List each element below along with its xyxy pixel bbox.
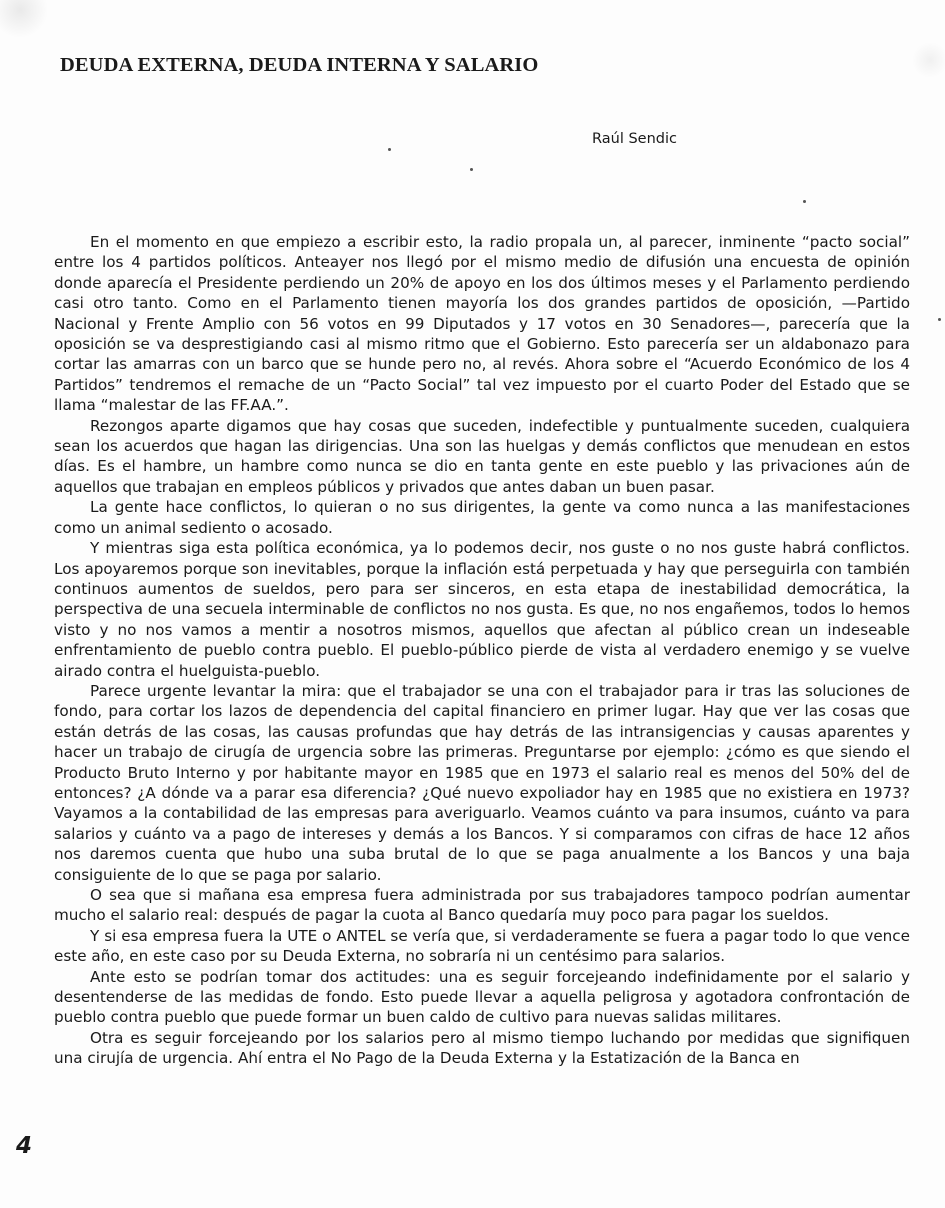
paragraph: En el momento en que empiezo a escribir esto, la radio propala un, al parecer, inminente “pacto social” entre los 4 partidos políticos. Anteayer nos llegó por el mismo medio de difusión una encuesta de opinión donde aparecía el Presidente perdiendo un 20% de apoyo en los dos últimos meses y el Parlamento perdiendo casi otro tanto. Como en el Parlamento tienen mayoría los dos grandes partidos de oposición, —Partido Nacional y Frente Amplio con 56 votos en 99 Diputados y 17 votos en 30 Senadores—, parecería que la oposición se va desprestigiando casi al mismo ritmo que el Gobierno. Esto parecería ser un aldabonazo para cortar las amarras con un barco que se hunde pero no, al revés. Ahora sobre el “Acuerdo Económico de los 4 Partidos” tendremos el remache de un “Pacto Social” tal vez impuesto por el cuarto Poder del Estado que se llama “malestar de las FF.AA.”. — [54, 233, 910, 415]
paragraph: Rezongos aparte digamos que hay cosas que suceden, indefectible y puntualmente suceden, cualquiera sean los acuerdos que hagan las dirigencias. Una son las huelgas y demás conflictos que menudean en estos días. Es el hambre, un hambre como nunca se dio en tanta gente en este pueblo y las privaciones aún de aquellos que trabajan en empleos públicos y privados que antes daban un buen pasar. — [54, 416, 910, 496]
paragraph: Parece urgente levantar la mira: que el trabajador se una con el trabajador para ir tras las soluciones de fondo, para cortar los lazos de dependencia del capital financiero en primer lugar. Hay que ver las cosas que están detrás de las cosas, las causas profundas que hay detrás de las intransigencias y causas aparentes y hacer un trabajo de cirugía de urgencia sobre las primeras. Preguntarse por ejemplo: ¿cómo es que siendo el Producto Bruto Interno y por habitante mayor en 1985 que en 1973 el salario real es menos del 50% del de entonces? ¿A dónde va a parar esa diferencia? ¿Qué nuevo expoliador hay en 1985 que no existiera en 1973? Vayamos a la contabilidad de las empresas para averiguarlo. Veamos cuánto va para insumos, cuánto va para salarios y cuánto va a pago de intereses y demás a los Bancos. Y si comparamos con cifras de hace 12 años nos daremos cuenta que hubo una suba brutal de lo que se paga anualmente a los Bancos y una baja consiguiente de lo que se paga por salario. — [54, 681, 910, 884]
paragraph: Otra es seguir forcejeando por los salarios pero al mismo tiempo luchando por medidas que signifiquen una cirujía de urgencia. Ahí entra el No Pago de la Deuda Externa y la Estatización de la Banca en — [54, 1028, 910, 1068]
scan-speck — [803, 200, 806, 203]
scan-speck — [938, 318, 941, 321]
scan-speck — [470, 168, 473, 171]
scan-speck — [388, 148, 391, 151]
page-number: 4 — [16, 1133, 33, 1159]
article-title: DEUDA EXTERNA, DEUDA INTERNA Y SALARIO — [60, 53, 539, 76]
paragraph: Y mientras siga esta política económica, ya lo podemos decir, nos guste o no nos guste habrá conflictos. Los apoyaremos porque son inevitables, porque la inflación está perpetuada y hay que perseguirla con también continuos aumentos de sueldos, pero para ser sinceros, en esta etapa de inestabilidad democrática, la perspectiva de una secuela interminable de conflictos no nos gusta. Es que, no nos engañemos, todos lo hemos visto y no nos vamos a mentir a nosotros mismos, aquellos que afectan al público crean un indeseable enfrentamiento de pueblo contra pueblo. El pueblo-público pierde de vista al verdadero enemigo y se vuelve airado contra el huelguista-pueblo. — [54, 539, 910, 680]
paragraph: Y si esa empresa fuera la UTE o ANTEL se vería que, si verdaderamente se fuera a pagar todo lo que vence este año, en este caso por su Deuda Externa, no sobraría ni un centésimo para salarios. — [54, 926, 910, 966]
paragraph: O sea que si mañana esa empresa fuera administrada por sus trabajadores tampoco podrían aumentar mucho el salario real: después de pagar la cuota al Banco quedaría muy poco para pagar los sueldos. — [54, 886, 910, 925]
article-author: Raúl Sendic — [592, 131, 677, 147]
article-body — [54, 232, 910, 1069]
paragraph: La gente hace conflictos, lo quieran o no sus dirigentes, la gente va como nunca a las manifestaciones como un animal sediento o acosado. — [54, 498, 910, 537]
paragraph: Ante esto se podrían tomar dos actitudes: una es seguir forcejeando indefinidamente por el salario y desentenderse de las medidas de fondo. Esto puede llevar a aquella peligrosa y agotadora confrontación de pueblo contra pueblo que puede formar un buen caldo de cultivo para nuevas salidas militares. — [54, 967, 910, 1027]
